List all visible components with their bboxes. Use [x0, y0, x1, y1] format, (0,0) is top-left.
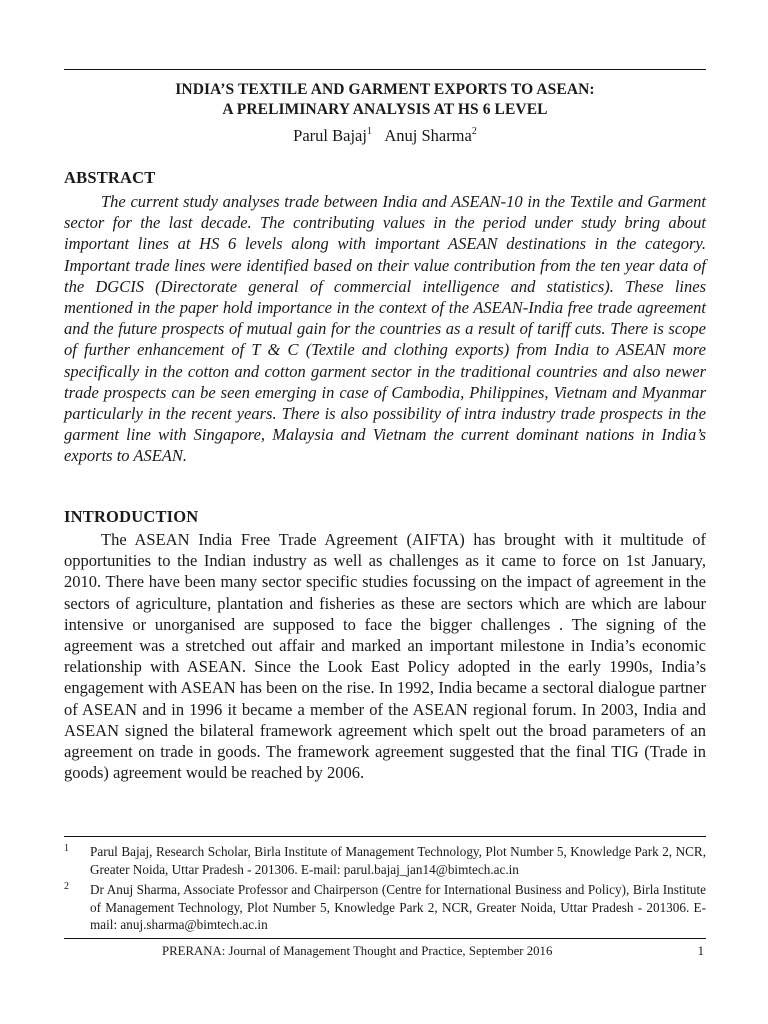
introduction-body: The ASEAN India Free Trade Agreement (AIFTA) has brought with it multitude of opportunities to the Indian industry as well as challenges as it came to force on 1st January, 2010. There have been many sector specific studies focussing on the impact of agreement in the sectors of agriculture, plantation and fisheries as these are sectors which are which are labour intensive or unorganised are supposed to face the bigger challenges . The signing of the agreement was a stretched out affair and marked an important milestone in India’s economic relationship with ASEAN. Since the Look East Policy adopted in the early 1990s, India’s engagement with ASEAN has been on the rise. In 1992, India became a sectoral dialogue partner of ASEAN and in 1996 it became a member of the ASEAN regional forum. In 2003, India and ASEAN signed the bilateral framework agreement which spelt out the broad parameters of an agreement on trade in goods. The framework agreement suggested that the final TIG (Trade in goods) agreement would be reached by 2006.	[64, 530, 706, 783]
footnote-2	[64, 881, 706, 934]
footnote-text: Dr Anuj Sharma, Associate Professor and Chairperson (Centre for International Business and Policy), Birla Institute of Management Technology, Plot Number 5, Knowledge Park 2, NCR, Greater Noida, Uttar Pradesh - 201306. E-mail: anuj.sharma@bimtech.ac.in	[90, 882, 706, 933]
footnote-1	[64, 843, 706, 878]
paper-title-line-1: INDIA’S TEXTILE AND GARMENT EXPORTS TO ASEAN:	[175, 81, 595, 98]
footnote-number: 2	[64, 881, 69, 892]
page-number: 1	[697, 944, 704, 958]
paper-title-line-2: A PRELIMINARY ANALYSIS AT HS 6 LEVEL	[222, 101, 548, 118]
author-footnote-ref[interactable]: 2	[471, 126, 477, 137]
author-name: Anuj Sharma	[384, 126, 472, 145]
footer-rule	[64, 938, 706, 939]
author-footnote-ref[interactable]: 1	[366, 126, 372, 137]
abstract-heading: ABSTRACT	[64, 168, 156, 187]
introduction-heading: INTRODUCTION	[64, 507, 199, 526]
author-name: Parul Bajaj	[293, 126, 367, 145]
footnote-rule	[64, 836, 706, 837]
abstract-body: The current study analyses trade between India and ASEAN-10 in the Textile and Garment sector for the last decade. The contributing values in the period under study bring about important lines at HS 6 levels along with important ASEAN destinations in the category. Important trade lines were identified based on their value contribution from the ten year data of the DGCIS (Directorate general of commercial intelligence and statistics). These lines mentioned in the paper hold importance in the context of the ASEAN-India free trade agreement and the future prospects of mutual gain for the countries as a result of tariff cuts. There is scope of further enhancement of T & C (Textile and clothing exports) from India to ASEAN more specifically in the cotton and cotton garment sector in the traditional countries and also newer trade prospects can be seen emerging in case of Cambodia, Philippines, Vietnam and Myanmar particularly in the recent years. There is also possibility of intra industry trade prospects in the garment line with Singapore, Malaysia and Vietnam the current dominant nations in India’s exports to ASEAN.	[64, 192, 706, 466]
top-rule	[64, 69, 706, 70]
footnote-text: Parul Bajaj, Research Scholar, Birla Institute of Management Technology, Plot Number 5, Knowledge Park 2, NCR, Greater Noida, Uttar Pradesh - 201306. E-mail: parul.bajaj_jan14@bimtech.ac.in	[90, 844, 706, 877]
author-line	[64, 126, 706, 146]
journal-citation: PRERANA: Journal of Management Thought and Practice, September 2016	[162, 944, 553, 958]
footnote-number: 1	[64, 843, 69, 854]
